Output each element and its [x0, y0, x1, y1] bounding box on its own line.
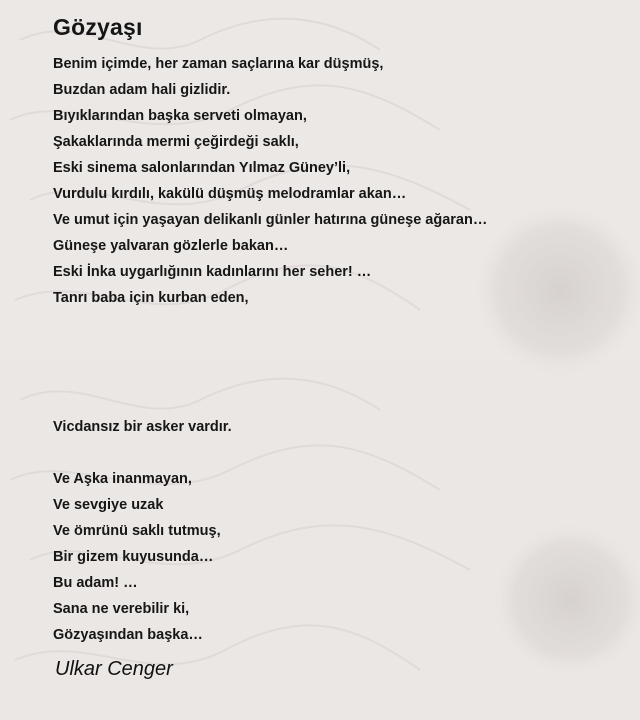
poem-line: Bir gizem kuyusunda… — [53, 549, 214, 565]
poem-line: Buzdan adam hali gizlidir. — [53, 82, 231, 98]
poem-author: Ulkar Cenger — [55, 658, 173, 680]
poem-line: Vicdansız bir asker vardır. — [53, 419, 232, 435]
poem-line: Ve Aşka inanmayan, — [53, 471, 192, 487]
poem-line: Bu adam! … — [53, 575, 138, 591]
poem-line: Sana ne verebilir ki, — [53, 601, 190, 617]
stanza-3 — [53, 466, 623, 648]
poem-line: Tanrı baba için kurban eden, — [53, 290, 249, 306]
poem-container — [53, 10, 623, 683]
poem-line: Şakaklarında mermi çeğirdeği saklı, — [53, 134, 299, 150]
poem-line: Bıyıklarından başka serveti olmayan, — [53, 108, 307, 124]
poem-line: Eski İnka uygarlığının kadınlarını her seher! … — [53, 264, 372, 280]
poem-line: Ve sevgiye uzak — [53, 497, 164, 513]
poem-line: Benim içimde, her zaman saçlarına kar düşmüş, — [53, 56, 384, 72]
poem-line: Gözyaşından başka… — [53, 627, 203, 643]
poem-line: Ve umut için yaşayan delikanlı günler hatırına güneşe ağaran… — [53, 212, 488, 228]
stanza-1 — [53, 51, 623, 311]
poem-title: Gözyaşı — [53, 14, 143, 40]
poem-line: Vurdulu kırdılı, kakülü düşmüş melodramlar akan… — [53, 186, 407, 202]
poem-line: Güneşe yalvaran gözlerle bakan… — [53, 238, 289, 254]
stanza-2 — [53, 414, 623, 440]
poem-line: Ve ömrünü saklı tutmuş, — [53, 523, 221, 539]
poem-line: Eski sinema salonlarından Yılmaz Güney’li, — [53, 160, 351, 176]
